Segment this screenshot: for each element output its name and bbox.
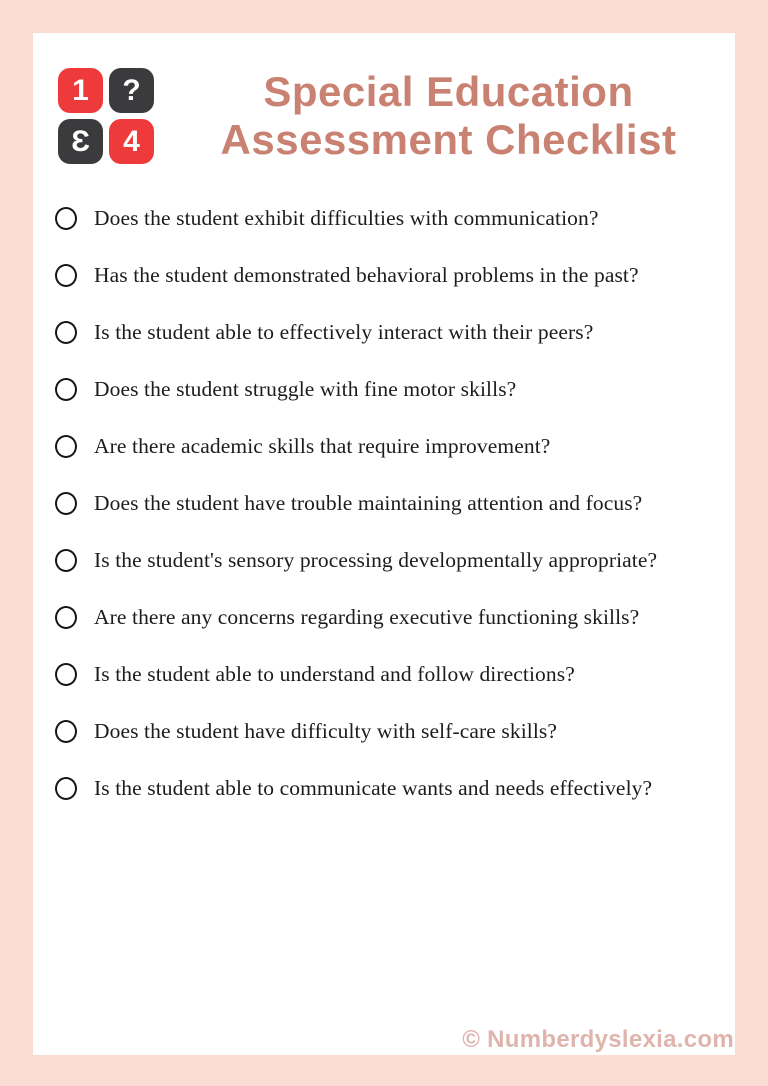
- checklist-item-label: Does the student exhibit difficulties with communication?: [94, 206, 599, 230]
- checkbox-circle[interactable]: [55, 378, 77, 401]
- checklist-item-label: Are there academic skills that require improvement?: [94, 434, 551, 458]
- checkbox-circle[interactable]: [55, 264, 77, 287]
- checklist-item: [55, 318, 693, 346]
- checklist-item-label: Is the student able to communicate wants and needs effectively?: [94, 776, 653, 800]
- checkbox-circle[interactable]: [55, 663, 77, 686]
- checklist-item-label: Is the student able to effectively interact with their peers?: [94, 320, 594, 344]
- page-title-line1: Special Education: [263, 68, 634, 115]
- header: [33, 33, 735, 164]
- checklist-item-label: Has the student demonstrated behavioral problems in the past?: [94, 263, 639, 287]
- checklist-item: [55, 774, 693, 802]
- logo-tile-question-icon: ?: [109, 68, 154, 113]
- number-tiles-logo: [58, 68, 154, 164]
- checklist-item: [55, 546, 693, 574]
- checklist-item: [55, 432, 693, 460]
- checkbox-circle[interactable]: [55, 777, 77, 800]
- checkbox-circle[interactable]: [55, 720, 77, 743]
- page-title: [154, 68, 735, 164]
- checkbox-circle[interactable]: [55, 435, 77, 458]
- checklist-item: [55, 603, 693, 631]
- checklist-page: [33, 33, 735, 1055]
- checklist-item-label: Are there any concerns regarding executive functioning skills?: [94, 605, 640, 629]
- checklist-item: [55, 717, 693, 745]
- checkbox-circle[interactable]: [55, 606, 77, 629]
- checkbox-circle[interactable]: [55, 549, 77, 572]
- logo-tile-4-icon: 4: [109, 119, 154, 164]
- logo-tile-1-icon: 1: [58, 68, 103, 113]
- page-title-line2: Assessment Checklist: [220, 115, 677, 163]
- checklist-item: [55, 375, 693, 403]
- checklist-item-label: Is the student's sensory processing developmentally appropriate?: [94, 548, 658, 572]
- checklist-item: [55, 204, 693, 232]
- checklist-item: [55, 489, 693, 517]
- site-credit: © Numberdyslexia.com: [462, 1026, 734, 1053]
- checklist-item: [55, 660, 693, 688]
- checkbox-circle[interactable]: [55, 492, 77, 515]
- checklist-item-label: Does the student struggle with fine motor skills?: [94, 377, 517, 401]
- checklist-item-label: Does the student have trouble maintaining attention and focus?: [94, 491, 643, 515]
- checklist-item: [55, 261, 693, 289]
- checkbox-circle[interactable]: [55, 321, 77, 344]
- checklist: [33, 204, 735, 802]
- logo-tile-reversed-3-icon: Ɛ: [58, 119, 103, 164]
- checklist-item-label: Does the student have difficulty with self-care skills?: [94, 719, 558, 743]
- checklist-item-label: Is the student able to understand and follow directions?: [94, 662, 575, 686]
- checkbox-circle[interactable]: [55, 207, 77, 230]
